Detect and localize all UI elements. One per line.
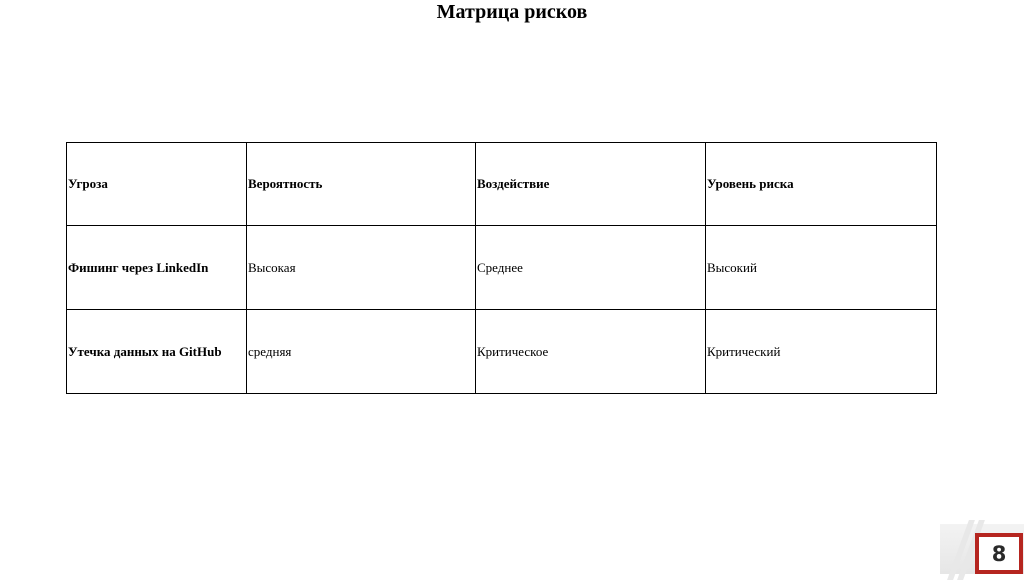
cell-threat: Фишинг через LinkedIn xyxy=(67,226,247,310)
risk-matrix-table xyxy=(66,142,937,394)
header-threat: Угроза xyxy=(67,143,247,226)
header-impact: Воздействие xyxy=(476,143,706,226)
table-row xyxy=(67,310,937,394)
cell-impact: Среднее xyxy=(476,226,706,310)
table-row xyxy=(67,226,937,310)
header-risk-level: Уровень риска xyxy=(706,143,937,226)
cell-probability: средняя xyxy=(247,310,476,394)
cell-risk-level: Критический xyxy=(706,310,937,394)
slide-title: Матрица рисков xyxy=(436,1,588,23)
cell-probability: Высокая xyxy=(247,226,476,310)
cell-threat: Утечка данных на GitHub xyxy=(67,310,247,394)
table-header-row xyxy=(67,143,937,226)
header-probability: Вероятность xyxy=(247,143,476,226)
cell-risk-level: Высокий xyxy=(706,226,937,310)
cell-impact: Критическое xyxy=(476,310,706,394)
page-number: 8 xyxy=(979,537,1019,570)
page-number-badge xyxy=(975,533,1023,574)
